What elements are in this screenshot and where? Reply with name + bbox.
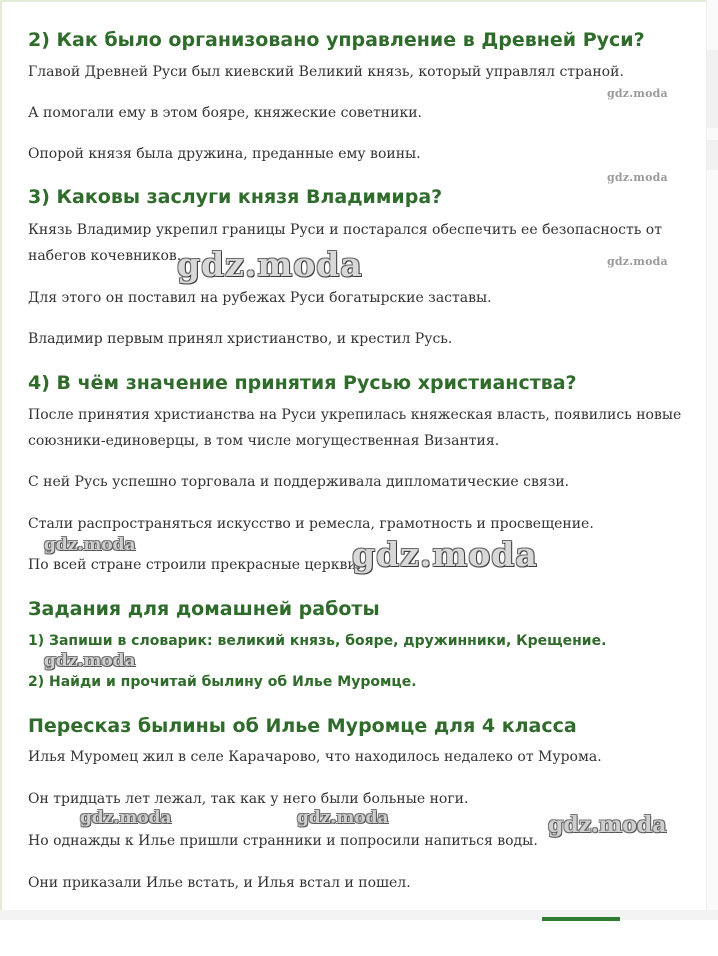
paragraph: Для этого он поставил на рубежах Руси богатырские заставы. [28,290,492,306]
section-heading: 4) В чём значение принятия Русью христианства? [28,372,577,394]
paragraph: Главой Древней Руси был киевский Великий князь, который управлял страной. [28,64,624,80]
section-heading: Задания для домашней работы [28,598,380,620]
paragraph: Владимир первым принял христианство, и крестил Русь. [28,331,453,347]
homework-task: 2) Найди и прочитай былину об Илье Муромце. [28,674,417,690]
watermark-text: gdz.moda [80,808,172,828]
sidebar-block [707,140,718,170]
paragraph: набегов кочевников. [28,248,182,264]
paragraph: После принятия христианства на Руси укрепилась княжеская власть, появились новые [28,407,682,423]
paragraph: Но однажды к Илье пришли странники и попросили напиться воды. [28,833,538,849]
watermark-text: gdz.moda [297,808,389,828]
paragraph: Стали распространяться искусство и ремесла, грамотность и просвещение. [28,516,594,532]
paragraph: С ней Русь успешно торговала и поддерживала дипломатические связи. [28,474,570,490]
watermark-text: gdz.moda [352,535,538,574]
watermark-text: gdz.moda [44,651,136,671]
paragraph: А помогали ему в этом бояре, княжеские советники. [28,105,422,121]
watermark-text: gdz.moda [548,812,667,838]
paragraph: союзники-единоверцы, в том числе могущественная Византия. [28,433,500,449]
paragraph: Князь Владимир укрепил границы Руси и постарался обеспечить ее безопасность от [28,222,662,238]
paragraph: Опорой князя была дружина, преданные ему воины. [28,146,421,162]
paragraph: Они приказали Илье встать, и Илья встал и пошел. [28,875,411,891]
homework-task: 1) Запиши в словарик: великий князь, бояре, дружинники, Крещение. [28,633,607,649]
watermark-text: gdz.moda [607,171,668,184]
accent-underline [542,917,620,921]
section-heading: Пересказ былины об Илье Муромце для 4 класса [28,715,577,737]
section-heading: 2) Как было организовано управление в Древней Руси? [28,29,645,51]
right-sidebar-strip [706,0,718,920]
section-heading: 3) Каковы заслуги князя Владимира? [28,186,443,208]
paragraph: Он тридцать лет лежал, так как у него были больные ноги. [28,791,469,807]
top-border [0,0,718,2]
paragraph: По всей стране строили прекрасные церкви. [28,557,362,573]
paragraph: Илья Муромец жил в селе Карачарово, что находилось недалеко от Мурома. [28,749,602,765]
watermark-text: gdz.moda [44,535,136,555]
sidebar-block [707,50,718,128]
watermark-text: gdz.moda [607,255,668,268]
left-border [0,0,2,915]
watermark-text: gdz.moda [607,87,668,100]
watermark-text: gdz.moda [177,245,363,284]
